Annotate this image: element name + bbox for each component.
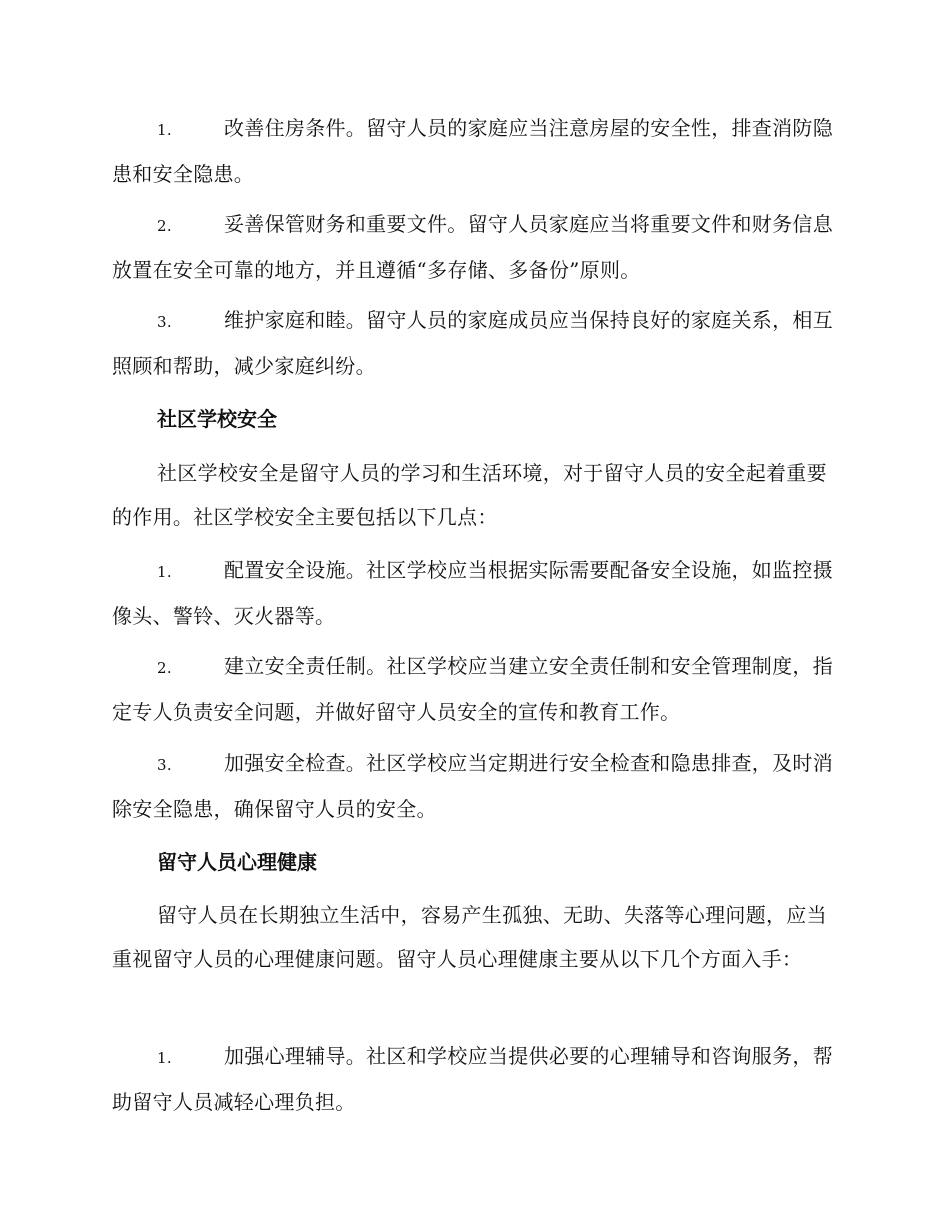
list-number: 2. <box>157 659 172 677</box>
list-number: 1. <box>157 1049 172 1067</box>
list-item-housing-1 <box>112 106 836 196</box>
list-number: 1. <box>157 121 172 139</box>
section-heading-school: 社区学校安全 <box>157 407 277 431</box>
list-number: 1. <box>157 563 172 581</box>
section-heading-mental: 留守人员心理健康 <box>157 850 317 874</box>
list-item-text: 改善住房条件。留守人员的家庭应当注意房屋的安全性，排查消防隐患和安全隐患。 <box>112 116 833 186</box>
paragraph-mental-intro: 留守人员在长期独立生活中，容易产生孤独、无助、失落等心理问题，应当重视留守人员的心理健康问题。留守人员心理健康主要从以下几个方面入手： <box>112 903 827 971</box>
list-item-school-3 <box>112 741 836 831</box>
list-item-school-1 <box>112 548 836 638</box>
list-item-text: 加强安全检查。社区学校应当定期进行安全检查和隐患排查，及时消除安全隐患，确保留守人员的安全。 <box>112 751 833 821</box>
list-item-text: 建立安全责任制。社区学校应当建立安全责任制和安全管理制度，指定专人负责安全问题，并做好留守人员安全的宣传和教育工作。 <box>112 654 833 724</box>
list-item-text: 维护家庭和睦。留守人员的家庭成员应当保持良好的家庭关系，相互照顾和帮助，减少家庭纠纷。 <box>112 308 833 378</box>
paragraph-school-intro: 社区学校安全是留守人员的学习和生活环境，对于留守人员的安全起着重要的作用。社区学校安全主要包括以下几点： <box>112 461 827 529</box>
list-item-housing-3 <box>112 298 836 388</box>
list-item-housing-2 <box>112 202 836 292</box>
list-number: 3. <box>157 313 172 331</box>
list-item-text: 加强心理辅导。社区和学校应当提供必要的心理辅导和咨询服务，帮助留守人员减轻心理负担。 <box>112 1044 833 1114</box>
list-item-text: 配置安全设施。社区学校应当根据实际需要配备安全设施，如监控摄像头、警铃、灭火器等。 <box>112 558 833 628</box>
list-item-mental-1 <box>112 1034 836 1124</box>
list-item-text: 妥善保管财务和重要文件。留守人员家庭应当将重要文件和财务信息放置在安全可靠的地方，并且遵循“多存储、多备份”原则。 <box>112 212 833 282</box>
list-number: 2. <box>157 217 172 235</box>
list-number: 3. <box>157 756 172 774</box>
list-item-school-2 <box>112 644 836 734</box>
